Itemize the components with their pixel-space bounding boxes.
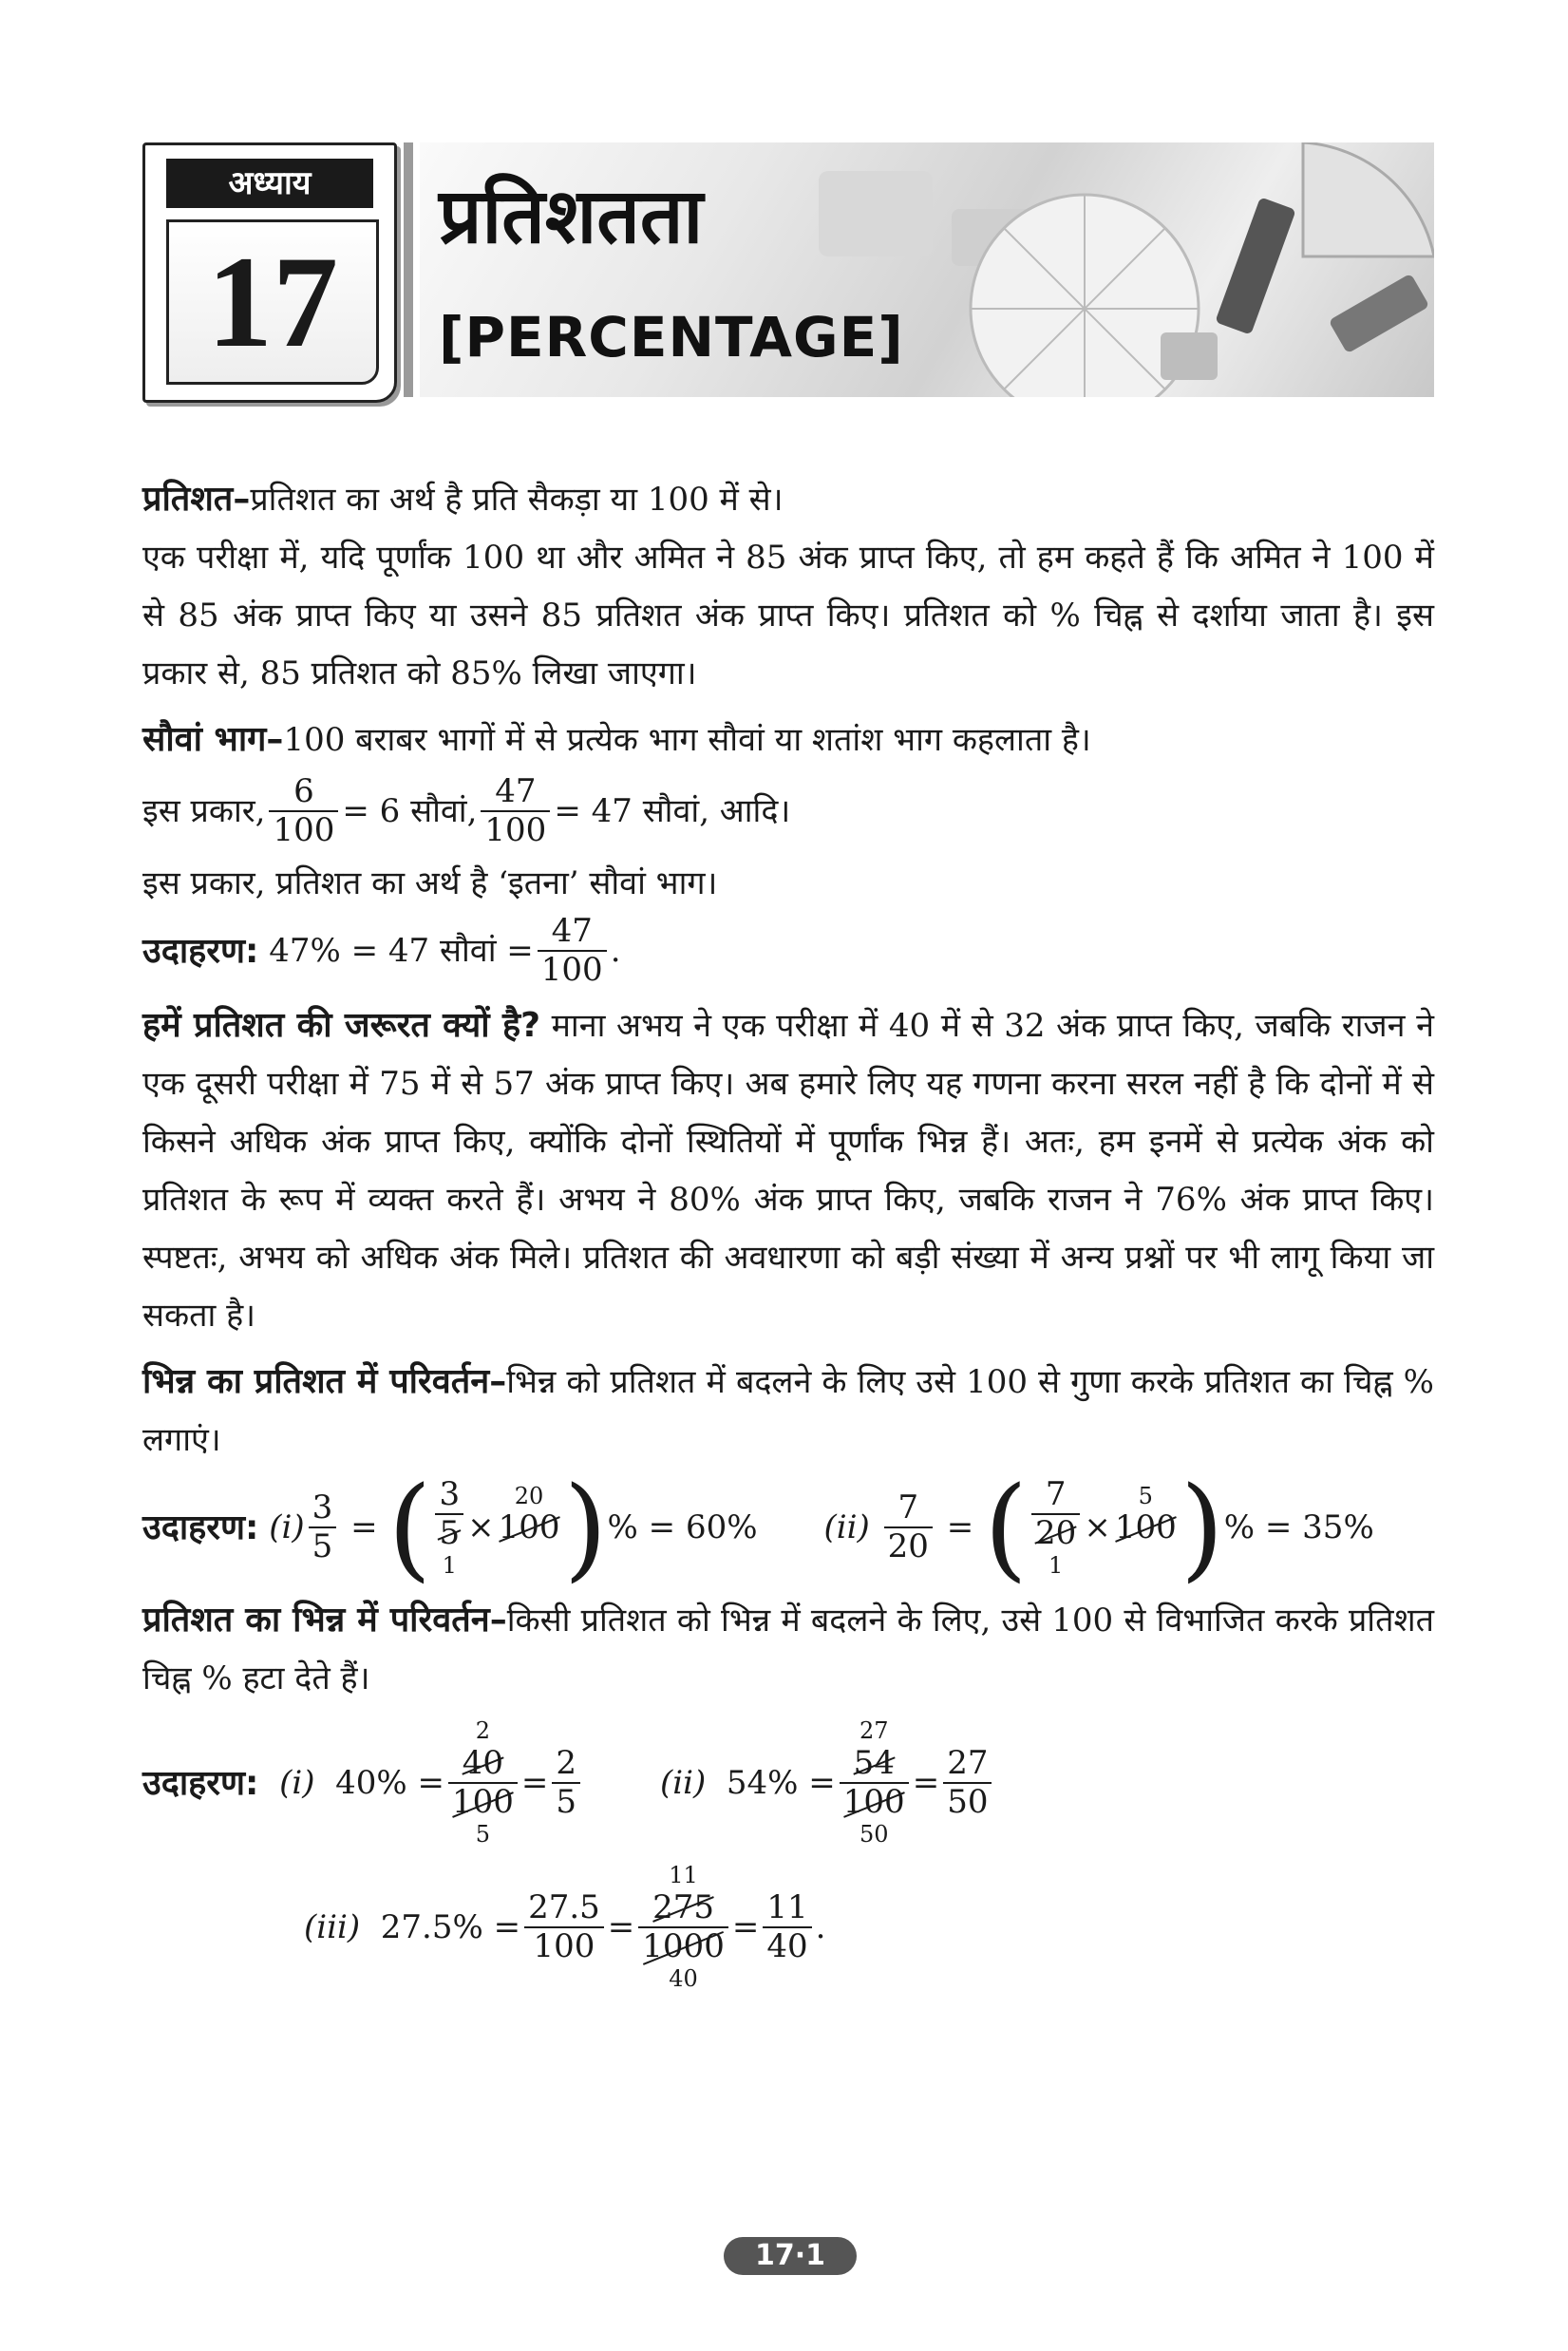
- example-label: उदाहरण:: [142, 1763, 259, 1803]
- percent-to-fraction: [142, 1591, 1434, 1708]
- definition-hundredth: [142, 711, 1434, 769]
- fraction-7-20: $\frac{7}{20}$: [884, 1489, 933, 1565]
- page-number: 17·1: [724, 2237, 857, 2275]
- fraction-6-100: $\frac{6}{100}$: [269, 773, 338, 849]
- fraction-2-5: $\frac{2}{5}$: [552, 1745, 580, 1821]
- heading-fraction-to-percent: भिन्न का प्रतिशत में परिवर्तन–: [142, 1362, 507, 1402]
- result-47: = 47 सौवां, आदि।: [554, 791, 791, 830]
- fraction-27-5-100: $\frac{27.5}{100}$: [524, 1889, 604, 1965]
- percent-to-fraction-examples: उदाहरण: (i) 40% = 2 40 100 5 = $\frac{2}{5}$ (ii) 54% = 27 54 100 50 = $\frac{27}{50}$: [142, 1717, 1434, 1849]
- page-content: [142, 470, 1434, 1993]
- percent-meaning: इस प्रकार, प्रतिशत का अर्थ है ‘इतना’ सौवां भाग।: [142, 864, 718, 903]
- heading-why-percent: हमें प्रतिशत की जरूरत क्यों है?: [142, 1006, 540, 1046]
- hundred-cancelled: 20 100: [498, 1482, 560, 1546]
- chapter-header: [142, 142, 1434, 399]
- hundredth-examples: [142, 773, 1434, 849]
- hundredth-text: 100 बराबर भागों में से प्रत्येक भाग सौवां या शतांश भाग कहलाता है।: [283, 721, 1091, 759]
- example-27-5: (iii) 27.5% = $\frac{27.5}{100}$ = 11 275 1000 40 = $\frac{11}{40}$ .: [304, 1862, 826, 1993]
- chapter-title-hindi: प्रतिशतता: [439, 172, 704, 260]
- fraction-3-5-cancelled: 3 5 1: [435, 1476, 463, 1580]
- fraction-to-percent: [142, 1353, 1434, 1469]
- heading-percent: प्रतिशत–: [142, 480, 251, 519]
- percent-explanation: एक परीक्षा में, यदि पूर्णांक 100 था और अमित ने 85 अंक प्राप्त किए, तो हम कहते हैं कि अमित ने 100 में से 85 अंक प्राप्त किए या उसने 85 प्रतिशत अंक प्राप्त किए। प्रतिशत को % चिह्न से दर्शाया जाता है। इस प्रकार से, 85 प्रतिशत को 85% लिखा जाएगा।: [142, 539, 1434, 692]
- chapter-title-english: [PERCENTAGE]: [439, 305, 904, 370]
- heading-hundredth: सौवां भाग–: [142, 720, 284, 759]
- fraction-47-100: $\frac{47}{100}$: [481, 773, 550, 849]
- example-47: उदाहरण: 47% = 47 सौवां = $\frac{47}{100}$ .: [142, 912, 621, 990]
- fraction-11-40: $\frac{11}{40}$: [763, 1889, 811, 1965]
- hundred-cancelled-2: 5 100: [1114, 1482, 1177, 1546]
- fraction-7-20-cancelled: 7 20 1: [1031, 1476, 1080, 1580]
- why-percent-text: माना अभय ने एक परीक्षा में 40 में से 32 अंक प्राप्त किए, जबकि राजन ने एक दूसरी परीक्षा में 75 में से 57 अंक प्राप्त किए। अब हमारे लिए यह गणना करना सरल नहीं है कि दोनों में से किसने अधिक अंक प्राप्त किए, क्योंकि दोनों स्थितियों में पूर्णांक भिन्न हैं। अतः, हम इनमें से प्रत्येक अंक को प्रतिशत के रूप में व्यक्त करते हैं। अभय ने 80% अंक प्राप्त किए, जबकि राजन ने 76% अंक प्राप्त किए। स्पष्टतः, अभय को अधिक अंक मिले। प्रतिशत की अवधारणा को बड़ी संख्या में अन्य प्रश्नों पर भी लागू किया जा सकता है।: [142, 1007, 1434, 1336]
- heading-percent-to-fraction: प्रतिशत का भिन्न में परिवर्तन–: [142, 1601, 507, 1640]
- fraction-27-50: $\frac{27}{50}$: [943, 1745, 992, 1821]
- fraction-54-100: 27 54 100 50: [840, 1717, 909, 1849]
- fraction-3-5: $\frac{3}{5}$: [309, 1489, 337, 1565]
- result-6: = 6 सौवां,: [342, 791, 478, 830]
- fraction-to-percent-examples: उदाहरण: (i) $\frac{3}{5}$ = ( 3 5 1 × 20 100 ) % = 60% (ii) $\frac{7}{20}$ = ( 7 20 1 × 5 100 ) % = 35%: [142, 1462, 1374, 1594]
- result-35: % = 35%: [1223, 1507, 1374, 1546]
- example-label: उदाहरण:: [142, 931, 259, 971]
- example-label: उदाहरण:: [142, 1507, 259, 1547]
- fraction-47-100-example: $\frac{47}{100}$: [538, 913, 607, 989]
- why-percent-paragraph: [142, 996, 1434, 1345]
- result-60: % = 60%: [607, 1507, 758, 1546]
- example-text: 47% = 47 सौवां =: [269, 931, 534, 970]
- chapter-badge: [142, 142, 397, 403]
- chapter-number: 17: [166, 219, 379, 385]
- percent-to-fraction-text: किसी प्रतिशत को भिन्न में बदलने के लिए, उसे 100 से विभाजित करके प्रतिशत चिह्न % हटा देते हैं।: [142, 1602, 1434, 1698]
- line-prefix: इस प्रकार,: [142, 791, 266, 830]
- definition-text: प्रतिशत का अर्थ है प्रति सैकड़ा या 100 में से।: [250, 481, 784, 519]
- fraction-40-100: 2 40 100 5: [448, 1717, 518, 1849]
- fraction-275-1000: 11 275 1000 40: [638, 1862, 728, 1993]
- definition-percent: [142, 470, 1434, 529]
- chapter-label: अध्याय: [166, 159, 373, 208]
- fraction-to-percent-text: भिन्न को प्रतिशत में बदलने के लिए उसे 100 से गुणा करके प्रतिशत का चिह्न % लगाएं।: [142, 1363, 1434, 1460]
- header-divider: [404, 142, 413, 397]
